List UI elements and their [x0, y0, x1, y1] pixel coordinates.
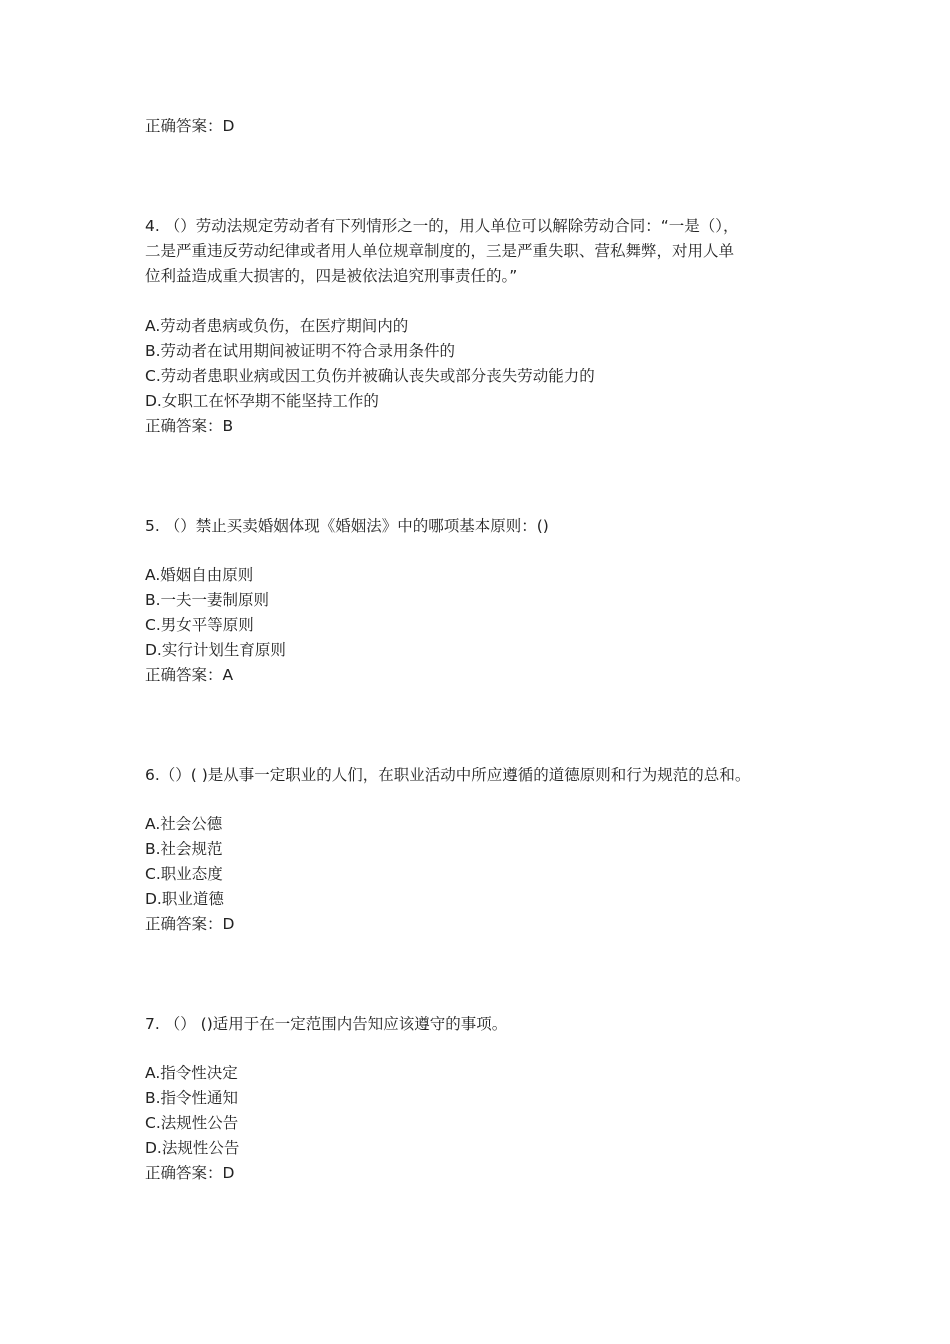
- question-4-stem-line-2: 二是严重违反劳动纪律或者用人单位规章制度的，三是严重失职、营私舞弊，对用人单: [145, 242, 735, 260]
- question-7-answer: 正确答案：D: [145, 1164, 235, 1182]
- question-6-option-a: A.社会公德: [145, 815, 223, 833]
- question-6-option-d: D.职业道德: [145, 890, 224, 908]
- question-4-stem-line-1: 4. （）劳动法规定劳动者有下列情形之一的，用人单位可以解除劳动合同：“一是（），: [145, 217, 739, 235]
- question-6-answer: 正确答案：D: [145, 915, 235, 933]
- question-4-option-d: D.女职工在怀孕期不能坚持工作的: [145, 392, 379, 410]
- question-7-stem: 7. （） ()适用于在一定范围内告知应该遵守的事项。: [145, 1015, 508, 1033]
- question-6-option-c: C.职业态度: [145, 865, 223, 883]
- question-5-option-d: D.实行计划生育原则: [145, 641, 286, 659]
- question-5-stem: 5. （）禁止买卖婚姻体现《婚姻法》中的哪项基本原则：(): [145, 517, 549, 535]
- question-5-option-b: B.一夫一妻制原则: [145, 591, 270, 609]
- answer-line: 正确答案：D: [145, 117, 235, 135]
- question-5-answer: 正确答案：A: [145, 666, 234, 684]
- question-5-option-a: A.婚姻自由原则: [145, 566, 254, 584]
- question-4-option-b: B.劳动者在试用期间被证明不符合录用条件的: [145, 342, 456, 360]
- question-7-option-d: D.法规性公告: [145, 1139, 240, 1157]
- question-4-answer: 正确答案：B: [145, 417, 234, 435]
- question-7-option-a: A.指令性决定: [145, 1064, 238, 1082]
- question-6-stem: 6.（）( )是从事一定职业的人们，在职业活动中所应遵循的道德原则和行为规范的总和。: [145, 766, 751, 784]
- question-7-option-c: C.法规性公告: [145, 1114, 239, 1132]
- question-4-option-a: A.劳动者患病或负伤，在医疗期间内的: [145, 317, 409, 335]
- question-4-option-c: C.劳动者患职业病或因工负伤并被确认丧失或部分丧失劳动能力的: [145, 367, 595, 385]
- question-5-option-c: C.男女平等原则: [145, 616, 254, 634]
- question-6-option-b: B.社会规范: [145, 840, 223, 858]
- question-4-stem-line-3: 位利益造成重大损害的，四是被依法追究刑事责任的。”: [145, 267, 518, 285]
- question-7-option-b: B.指令性通知: [145, 1089, 239, 1107]
